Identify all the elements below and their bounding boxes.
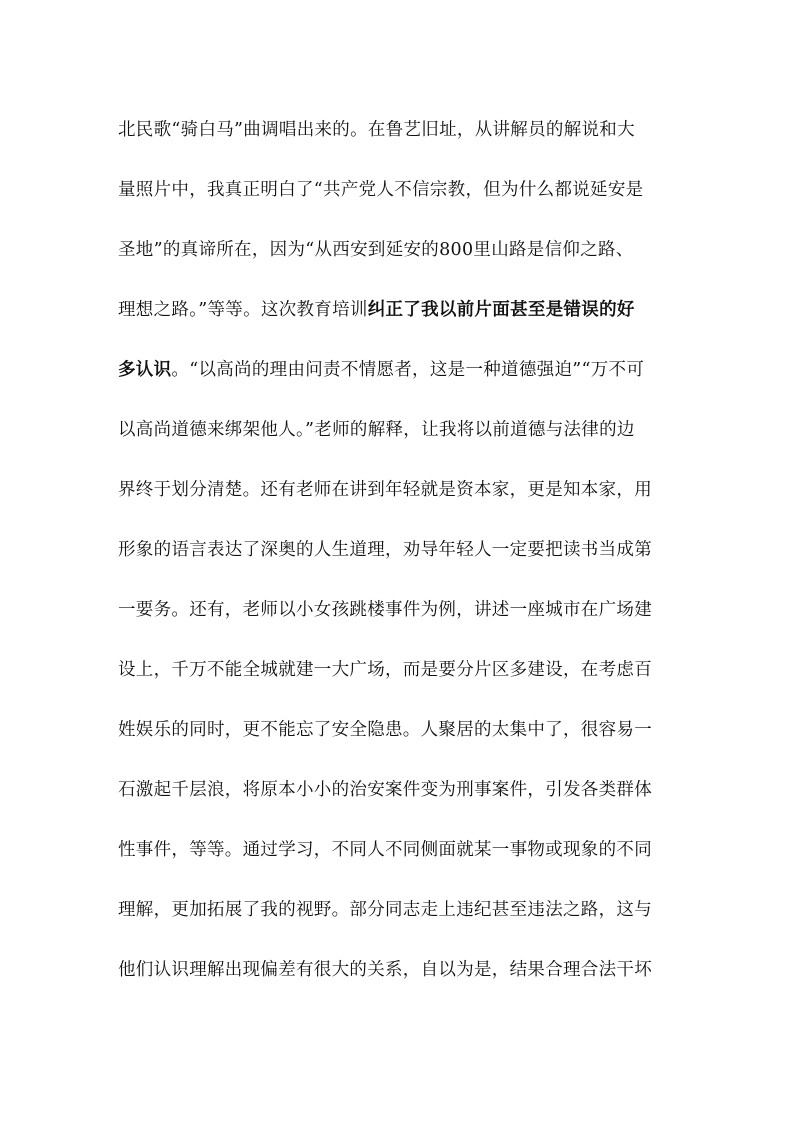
text-line [118, 940, 688, 1000]
text-line [118, 400, 688, 460]
text-run: 界终于划分清楚。还有老师在讲到年轻就是资本家，更是知本家，用 [118, 480, 652, 500]
text-run: 理想之路。”等等。这次教育培训 [118, 300, 368, 320]
text-run: 圣地”的真谛所在，因为“从西安到延安的800里山路是信仰之路、 [118, 240, 634, 260]
text-run: 石激起千层浪，将原本小小的治安案件变为刑事案件，引发各类群体 [118, 780, 652, 800]
text-run: 理解，更加拓展了我的视野。部分同志走上违纪甚至违法之路，这与 [118, 900, 652, 920]
text-line [118, 640, 688, 700]
text-run: 北民歌“骑白马”曲调唱出来的。在鲁艺旧址，从讲解员的解说和大 [118, 120, 635, 140]
text-run: 性事件，等等。通过学习，不同人不同侧面就某一事物或现象的不同 [118, 840, 652, 860]
body-text [118, 100, 688, 1000]
text-run: 他们认识理解出现偏差有很大的关系，自以为是，结果合理合法干坏 [118, 960, 652, 980]
text-line [118, 220, 688, 280]
text-line [118, 460, 688, 520]
text-run: 。“以高尚的理由问责不情愿者，这是一种道德强迫”“万不可 [171, 360, 645, 380]
text-line [118, 280, 688, 340]
text-line [118, 580, 688, 640]
text-line [118, 700, 688, 760]
text-run: 形象的语言表达了深奥的人生道理，劝导年轻人一定要把读书当成第 [118, 540, 652, 560]
text-line [118, 160, 688, 220]
text-line [118, 340, 688, 400]
text-run: 设上，千万不能全城就建一大广场，而是要分片区多建设，在考虑百 [118, 660, 652, 680]
text-line [118, 880, 688, 940]
bold-text-run: 多认识 [118, 360, 172, 380]
text-line [118, 100, 688, 160]
text-line [118, 520, 688, 580]
text-line [118, 760, 688, 820]
bold-text-run: 纠正了我以前片面甚至是错误的好 [367, 300, 635, 320]
text-run: 姓娱乐的同时，更不能忘了安全隐患。人聚居的太集中了，很容易一 [118, 720, 652, 740]
text-run: 量照片中，我真正明白了“共产党人不信宗教，但为什么都说延安是 [118, 180, 644, 200]
text-run: 以高尚道德来绑架他人。”老师的解释，让我将以前道德与法律的边 [118, 420, 635, 440]
text-run: 一要务。还有，老师以小女孩跳楼事件为例，讲述一座城市在广场建 [118, 600, 652, 620]
text-line [118, 820, 688, 880]
